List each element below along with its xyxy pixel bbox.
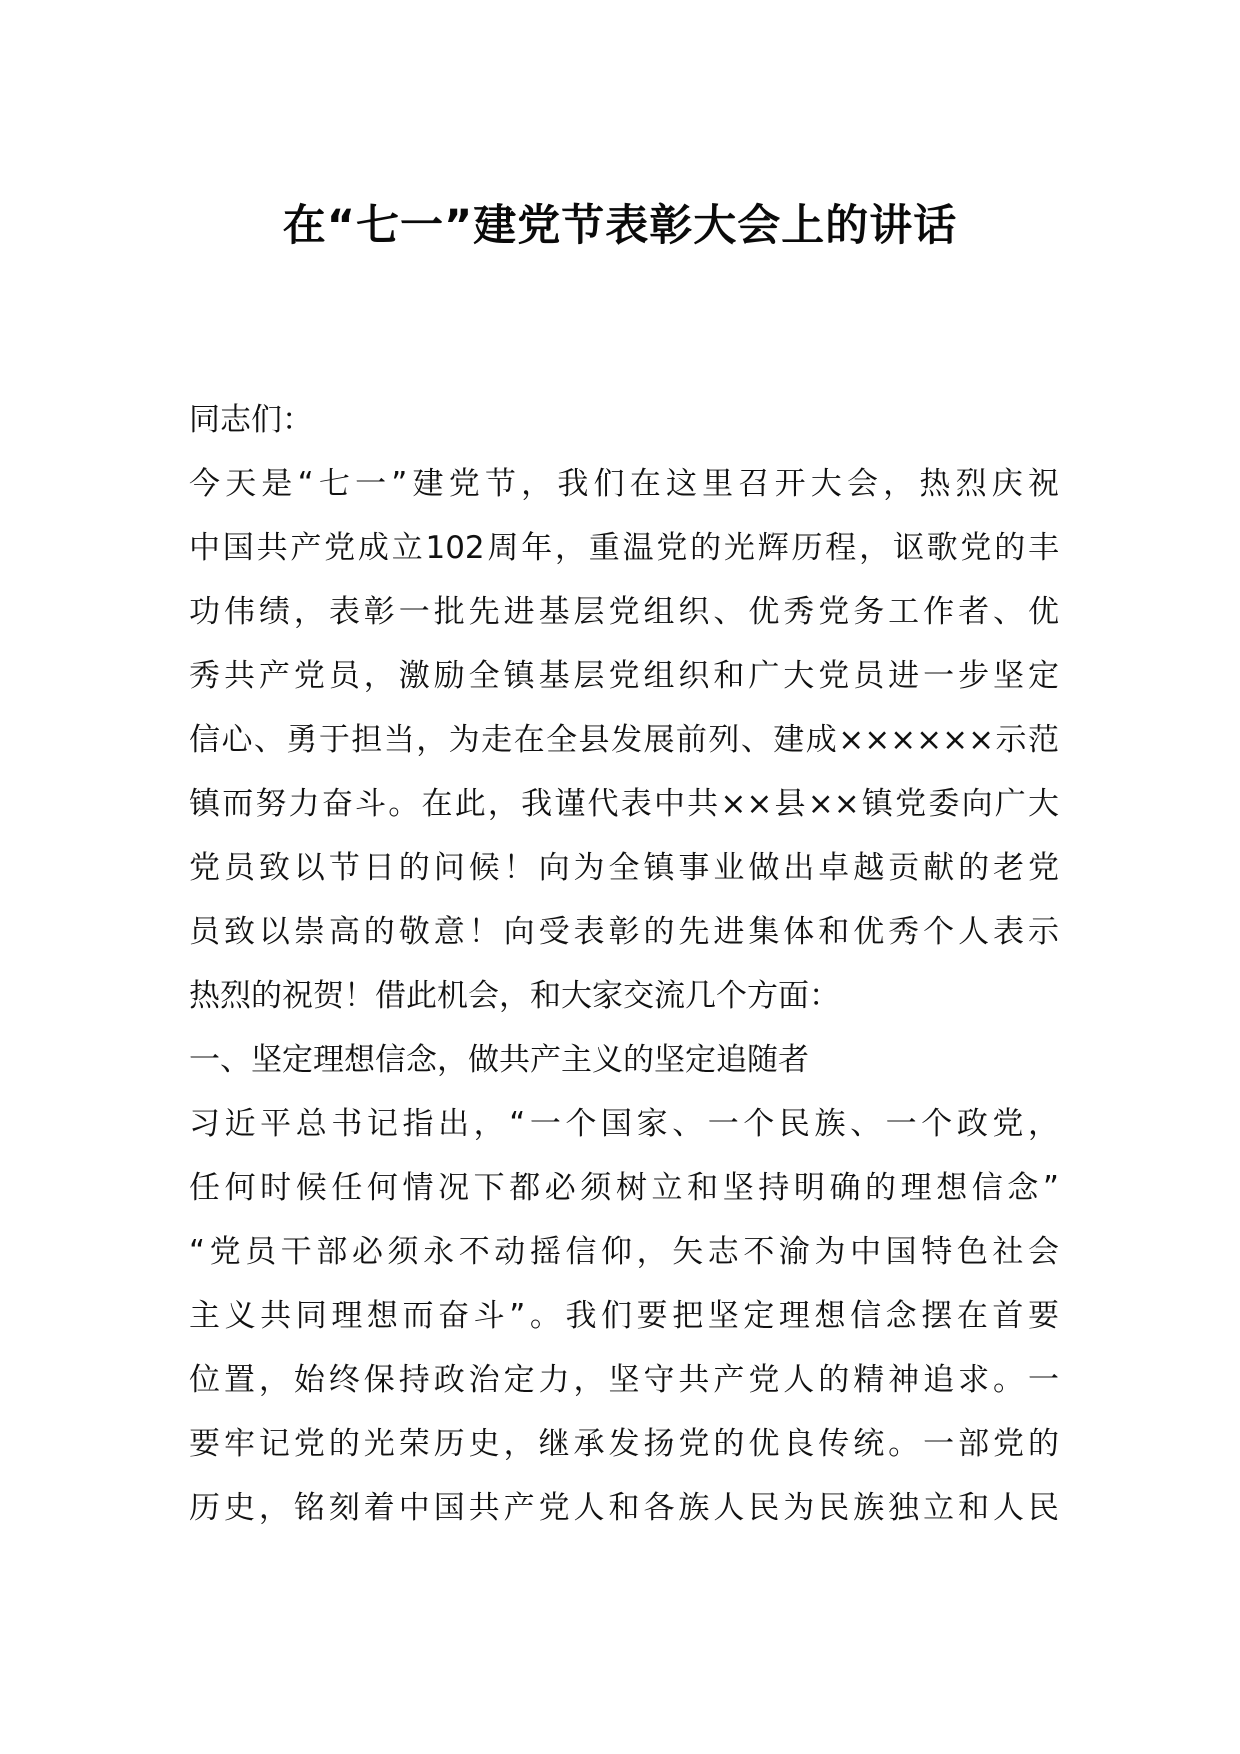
paragraph-line: 信心、勇于担当，为走在全县发展前列、建成××××××示范 <box>189 722 1059 758</box>
paragraph-line: 中国共产党成立102周年，重温党的光辉历程，讴歌党的丰 <box>189 530 1059 566</box>
paragraph-line: 功伟绩，表彰一批先进基层党组织、优秀党务工作者、优 <box>189 594 1059 630</box>
paragraph-line: 任何时候任何情况下都必须树立和坚持明确的理想信念” <box>189 1170 1059 1206</box>
paragraph-line: 习近平总书记指出，“一个国家、一个民族、一个政党， <box>189 1106 1059 1142</box>
paragraph-line: 党员致以节日的问候！向为全镇事业做出卓越贡献的老党 <box>189 850 1059 886</box>
paragraph-line: 要牢记党的光荣历史，继承发扬党的优良传统。一部党的 <box>189 1426 1059 1462</box>
paragraph-line: 今天是“七一”建党节，我们在这里召开大会，热烈庆祝 <box>189 466 1059 502</box>
paragraph-line: 主义共同理想而奋斗”。我们要把坚定理想信念摆在首要 <box>189 1298 1059 1334</box>
paragraph-line: 位置，始终保持政治定力，坚守共产党人的精神追求。一 <box>189 1362 1059 1398</box>
paragraph-line: 热烈的祝贺！借此机会，和大家交流几个方面： <box>189 978 840 1014</box>
paragraph-line: 员致以崇高的敬意！向受表彰的先进集体和优秀个人表示 <box>189 914 1059 950</box>
document-title: 在“七一”建党节表彰大会上的讲话 <box>282 201 958 251</box>
paragraph-line: 镇而努力奋斗。在此，我谨代表中共××县××镇党委向广大 <box>189 786 1059 822</box>
salutation-line: 同志们： <box>189 402 313 438</box>
section-heading: 一、坚定理想信念，做共产主义的坚定追随者 <box>189 1042 809 1078</box>
paragraph-line: “党员干部必须永不动摇信仰，矢志不渝为中国特色社会 <box>189 1234 1059 1270</box>
document-body <box>189 388 1059 1540</box>
paragraph-line: 秀共产党员，激励全镇基层党组织和广大党员进一步坚定 <box>189 658 1059 694</box>
paragraph-line: 历史，铭刻着中国共产党人和各族人民为民族独立和人民 <box>189 1490 1059 1526</box>
